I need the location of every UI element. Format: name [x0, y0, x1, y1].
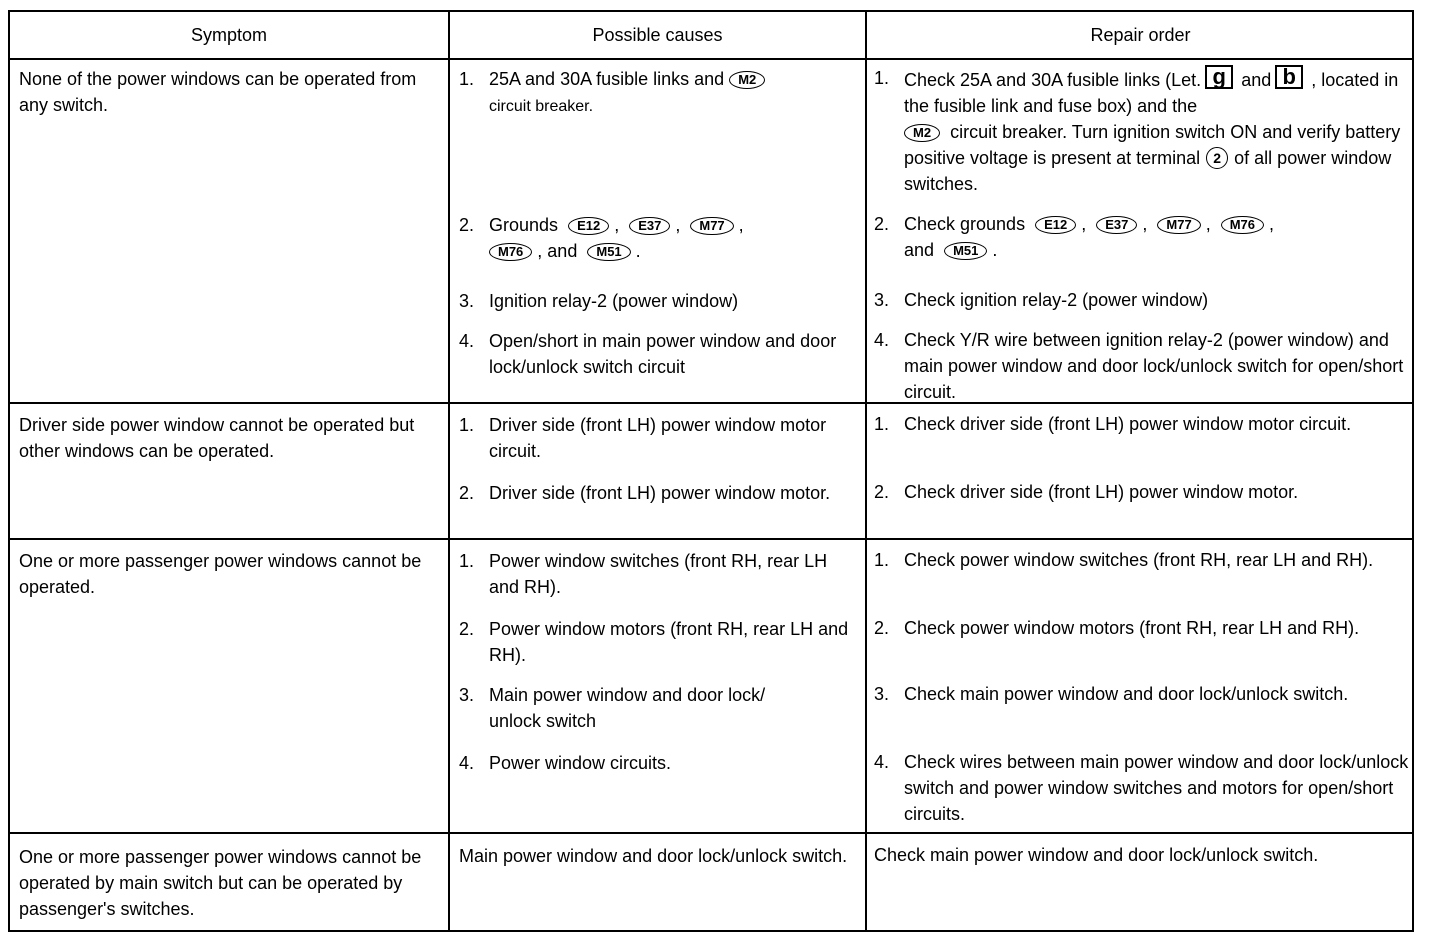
terminal-2-icon: 2: [1206, 147, 1228, 169]
row3-cause-2: [459, 616, 859, 668]
row-divider-3: [10, 832, 1412, 834]
item-number: 2.: [459, 483, 475, 503]
item-number: 3.: [874, 684, 890, 704]
connector-e12-icon: E12: [568, 217, 609, 235]
connector-m76-icon: M76: [1221, 216, 1264, 234]
connector-m51-icon: M51: [587, 243, 630, 261]
repair-text: of all power window switches.: [904, 148, 1392, 194]
row4-cause: Main power window and door lock/unlock switch.: [459, 846, 848, 866]
item-number: 2.: [874, 618, 890, 638]
row1-cause-2: 2. Grounds E12 , E37 , M77 , M76 , and M51 .: [459, 212, 859, 264]
row3-cause-1: [459, 548, 859, 600]
connector-m76-icon: M76: [489, 243, 532, 261]
item-number: 3.: [459, 685, 475, 705]
cause-text: Grounds: [489, 215, 559, 235]
row1-cause-4: [459, 328, 859, 380]
row1-repair-2: 2. Check grounds E12 , E37 , M77 , M76 , and M51 .: [874, 211, 1410, 263]
cause-text: 25A and 30A fusible links and: [489, 69, 725, 89]
troubleshooting-table: [8, 10, 1414, 932]
connector-m2-icon: M2: [729, 71, 765, 89]
and-text: , and: [537, 241, 578, 261]
row1-repair-3: [874, 287, 1410, 313]
row3-cause-3: [459, 682, 859, 734]
row2-repairs: [874, 411, 1410, 531]
header-symptom: Symptom: [190, 24, 268, 45]
row2-symptom: Driver side power window cannot be operated but other windows can be operated.: [19, 415, 415, 461]
connector-m77-icon: M77: [1157, 216, 1200, 234]
row1-repair-4: [874, 327, 1410, 405]
row3-repair-1: [874, 547, 1410, 573]
connector-e12-icon: E12: [1035, 216, 1076, 234]
fuse-letter-b-icon: b: [1275, 65, 1303, 89]
and-text: and: [904, 240, 935, 260]
row3-causes: [459, 548, 859, 828]
connector-e37-icon: E37: [1096, 216, 1137, 234]
cause-text: Main power window and door lock/ unlock switch: [489, 685, 766, 731]
row4-symptom: One or more passenger power windows cannot be operated by main switch but can be operated by passenger's switches.: [19, 847, 422, 919]
row1-causes: [459, 66, 859, 396]
cause-text-tail: circuit breaker.: [489, 98, 594, 115]
connector-e37-icon: E37: [629, 217, 670, 235]
item-number: 1.: [459, 415, 475, 435]
item-number: 2.: [874, 482, 890, 502]
row3-repair-4: [874, 749, 1410, 827]
item-number: 4.: [459, 753, 475, 773]
cause-text: Power window motors (front RH, rear LH and RH).: [489, 619, 849, 665]
cause-text: Power window switches (front RH, rear LH and RH).: [489, 551, 828, 597]
connector-m51-icon: M51: [944, 242, 987, 260]
row1-repair-1: 1. Check 25A and 30A fusible links (Let. g and b , located in the fusible link and fuse box) and the M2 circuit breaker. Turn ignition switch ON and verify battery positive voltage is present at terminal 2 of all power window switches.: [874, 65, 1410, 197]
item-number: 4.: [459, 331, 475, 351]
repair-text: Check 25A and 30A fusible links (Let.: [904, 70, 1202, 90]
cause-text: Open/short in main power window and door lock/unlock switch circuit: [489, 331, 837, 377]
header-possible-causes: Possible causes: [592, 24, 723, 45]
item-number: 3.: [459, 291, 475, 311]
cause-text: Driver side (front LH) power window motor circuit.: [489, 415, 827, 461]
cause-text: Ignition relay-2 (power window): [489, 291, 739, 311]
item-number: 4.: [874, 752, 890, 772]
item-number: 3.: [874, 290, 890, 310]
row1-repairs: [874, 64, 1410, 402]
row3-repairs: [874, 547, 1410, 829]
repair-text: Check main power window and door lock/unlock switch.: [904, 684, 1349, 704]
repair-text: Check grounds: [904, 214, 1026, 234]
item-number: 2.: [459, 215, 475, 235]
row4-repair: Check main power window and door lock/unlock switch.: [874, 845, 1319, 865]
item-number: 1.: [459, 551, 475, 571]
column-divider-2: [865, 12, 867, 930]
item-number: 2.: [874, 214, 890, 234]
row2-cause-2: [459, 480, 859, 506]
repair-text: Check driver side (front LH) power window motor.: [904, 482, 1299, 502]
row3-repair-2: [874, 615, 1410, 641]
row1-symptom: None of the power windows can be operated from any switch.: [19, 69, 417, 115]
repair-text: Check Y/R wire between ignition relay-2 (power window) and main power window and door lock/unlock switch for open/short circuit.: [904, 330, 1404, 402]
item-number: 1.: [874, 68, 890, 88]
repair-text: Check ignition relay-2 (power window): [904, 290, 1209, 310]
connector-m2-icon: M2: [904, 124, 940, 142]
row2-repair-2: [874, 479, 1410, 505]
item-number: 1.: [459, 69, 475, 89]
cause-text: Power window circuits.: [489, 753, 672, 773]
row-divider-2: [10, 538, 1412, 540]
cause-text: Driver side (front LH) power window motor.: [489, 483, 831, 503]
row2-causes: [459, 412, 859, 532]
repair-text: Check driver side (front LH) power window motor circuit.: [904, 414, 1352, 434]
item-number: 2.: [459, 619, 475, 639]
header-repair-order: Repair order: [1090, 24, 1191, 45]
repair-text: located in the fusible link and fuse box) and the: [904, 70, 1399, 116]
row3-cause-4: [459, 750, 859, 776]
row3-symptom: One or more passenger power windows cannot be operated.: [19, 551, 422, 597]
repair-text: Check power window motors (front RH, rear LH and RH).: [904, 618, 1360, 638]
header-divider: [10, 58, 1412, 60]
item-number: 1.: [874, 414, 890, 434]
row1-cause-1: [459, 66, 859, 120]
column-divider-1: [448, 12, 450, 930]
item-number: 4.: [874, 330, 890, 350]
and-text: and: [1241, 70, 1272, 90]
repair-text: circuit breaker. Turn ignition switch ON and verify battery positive voltage is present at terminal: [904, 122, 1401, 168]
row1-cause-3: [459, 288, 859, 314]
repair-text: Check power window switches (front RH, rear LH and RH).: [904, 550, 1374, 570]
item-number: 1.: [874, 550, 890, 570]
row3-repair-3: [874, 681, 1410, 707]
connector-m77-icon: M77: [690, 217, 733, 235]
fuse-letter-g-icon: g: [1205, 65, 1233, 89]
repair-text: Check wires between main power window and door lock/unlock switch and power window switches and motors for open/short circuits.: [904, 752, 1409, 824]
row2-cause-1: [459, 412, 859, 464]
row2-repair-1: [874, 411, 1410, 437]
